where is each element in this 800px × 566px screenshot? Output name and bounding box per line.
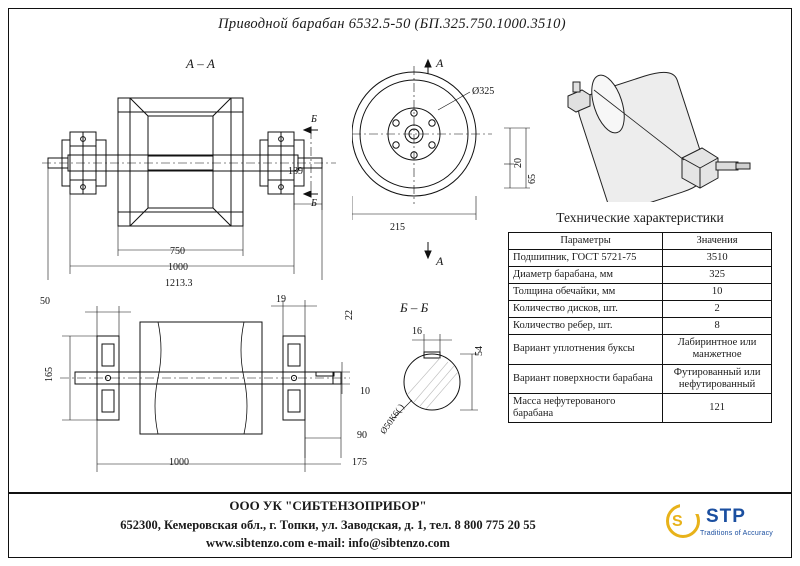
table-row	[509, 250, 772, 267]
dimension-215: 215	[390, 222, 405, 233]
company-logo	[660, 500, 780, 548]
tech-characteristics	[508, 210, 772, 423]
tech-param: Количество дисков, шт.	[509, 301, 663, 318]
table-row	[509, 284, 772, 301]
table-row	[509, 335, 772, 364]
table-row	[509, 267, 772, 284]
dimension-165: 165	[44, 367, 55, 382]
dimension-54: 54	[474, 346, 485, 356]
dimension-10: 10	[360, 386, 370, 397]
dimension-90: 90	[357, 430, 367, 441]
logo-s-glyph: S	[672, 513, 683, 530]
tech-param: Количество ребер, шт.	[509, 318, 663, 335]
dimension-right-stack	[500, 120, 536, 200]
tech-table	[508, 232, 772, 423]
tech-param: Вариант поверхности барабана	[509, 364, 663, 393]
company-block	[8, 496, 648, 553]
mark-b-bottom: Б	[311, 198, 317, 209]
mark-a-bottom: А	[436, 254, 444, 268]
dimension-65: 65	[527, 174, 538, 184]
view-label-section-aa: А – А	[186, 56, 215, 71]
tech-value: Лабиринтное или манжетное	[663, 335, 772, 364]
table-row	[509, 301, 772, 318]
dimension-20: 20	[513, 158, 524, 168]
table-row	[509, 233, 772, 250]
table-row	[509, 393, 772, 422]
dimension-19: 19	[276, 294, 286, 305]
view-3d-pictorial	[532, 62, 762, 202]
tech-param: Толщина обечайки, мм	[509, 284, 663, 301]
logo-ring-gap	[680, 502, 702, 514]
dimension-22: 22	[344, 310, 355, 320]
tech-value: 8	[663, 318, 772, 335]
tech-param: Масса нефутерованого барабана	[509, 393, 663, 422]
tech-title: Технические характеристики	[556, 210, 724, 225]
company-address: 652300, Кемеровская обл., г. Топки, ул. Заводская, д. 1, тел. 8 800 775 20 55	[120, 517, 536, 532]
tech-value: 2	[663, 301, 772, 318]
dimension-1000-bottom: 1000	[169, 457, 189, 468]
tech-value: 10	[663, 284, 772, 301]
tech-param: Вариант уплотнения буксы	[509, 335, 663, 364]
table-row	[509, 318, 772, 335]
view-section-bb	[382, 322, 502, 442]
drawing-title: Приводной барабан 6532.5-50 (БП.325.750.1000.3510)	[218, 16, 566, 32]
tech-value: Футированный или нефутированный	[663, 364, 772, 393]
view-main-elevation	[40, 292, 360, 482]
tech-param: Диаметр барабана, мм	[509, 267, 663, 284]
section-marker-b	[300, 112, 330, 208]
table-row	[509, 364, 772, 393]
dimension-d325: Ø325	[472, 86, 495, 97]
dimension-1000: 1000	[168, 262, 188, 273]
mark-a-top: А	[436, 56, 444, 70]
view-label-section-bb: Б – Б	[400, 300, 429, 315]
dimension-750: 750	[170, 246, 185, 257]
mark-b-top: Б	[311, 114, 317, 125]
company-name: ООО УК "СИБТЕНЗОПРИБОР"	[229, 498, 427, 513]
logo-tagline: Traditions of Accuracy	[700, 530, 774, 537]
dimension-d50k6: Ø50К6( )	[378, 401, 406, 436]
logo-brand: STP	[706, 506, 746, 527]
tech-value: 121	[663, 393, 772, 422]
dimension-139: 139	[288, 166, 303, 177]
tech-header-value: Значения	[663, 233, 772, 250]
title-block-divider	[8, 492, 792, 494]
dimension-16: 16	[412, 326, 422, 337]
dimension-50: 50	[40, 296, 50, 307]
tech-header-param: Параметры	[509, 233, 663, 250]
dimension-1213: 1213.3	[165, 278, 193, 289]
tech-param: Подшипник, ГОСТ 5721-75	[509, 250, 663, 267]
tech-value: 3510	[663, 250, 772, 267]
tech-value: 325	[663, 267, 772, 284]
company-contacts: www.sibtenzo.com e-mail: info@sibtenzo.com	[206, 536, 450, 551]
dimension-175: 175	[352, 457, 367, 468]
